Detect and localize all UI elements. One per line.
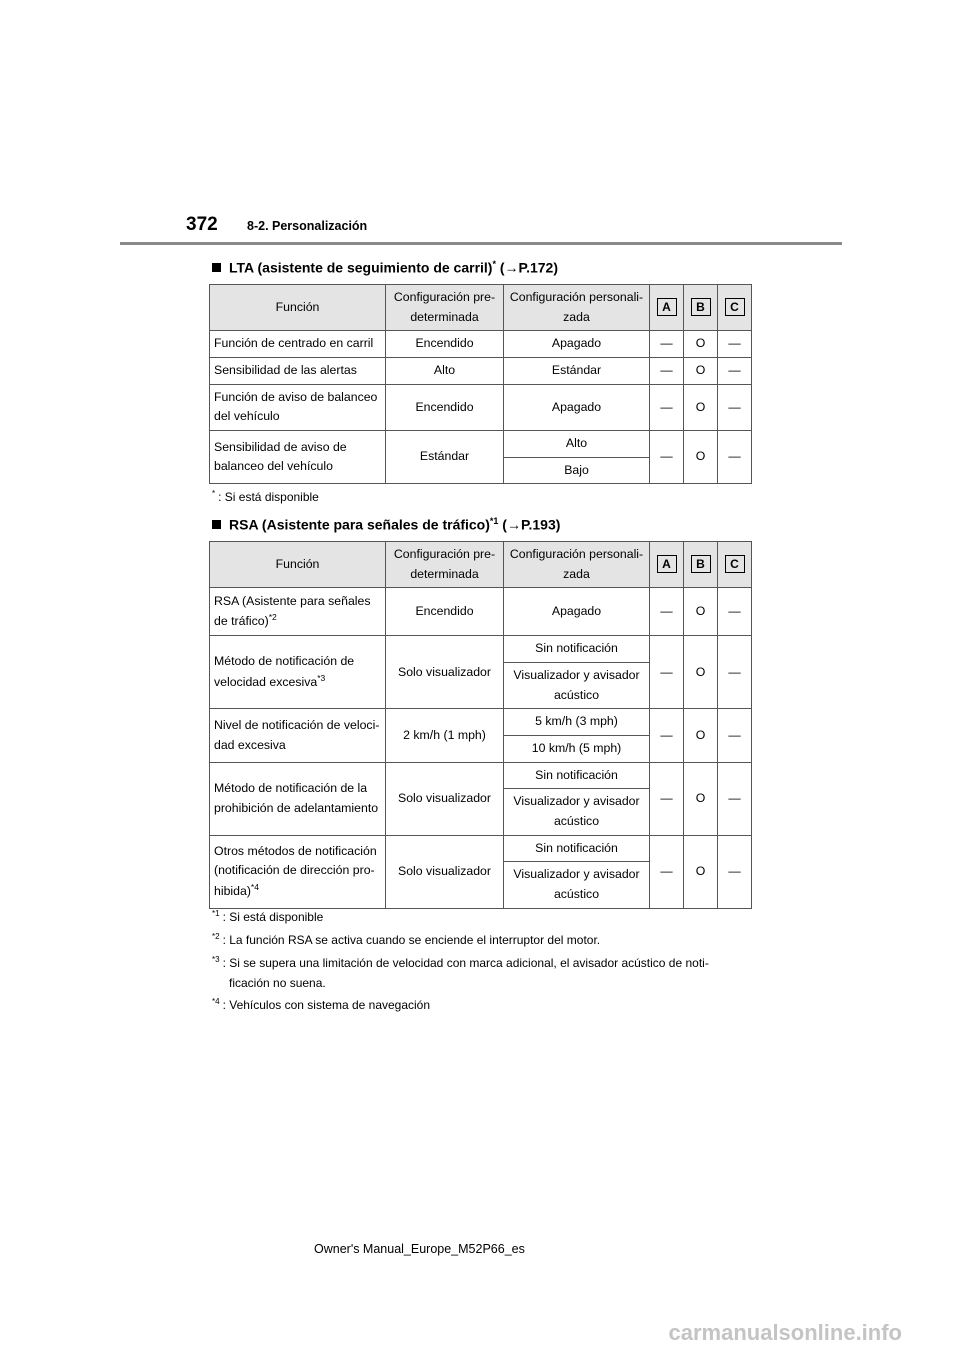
cell-a: — (650, 636, 684, 709)
footnote-text: : Si está disponible (218, 490, 319, 504)
section-title: 8-2. Personalización (247, 219, 368, 233)
cell-a: — (650, 358, 684, 385)
footnote-text: : La función RSA se activa cuando se enciende el interruptor del motor. (222, 933, 601, 947)
cell-preset: Solo visualizador (386, 835, 504, 908)
header-divider (120, 242, 842, 245)
footnote-mark: *4 (212, 997, 220, 1006)
cell-custom: Sin notificación (504, 835, 650, 862)
cell-funcion: Método de notificación de la prohibición de adelantamiento (210, 762, 386, 835)
header-b (684, 542, 718, 588)
cell-c: — (718, 636, 752, 709)
cell-funcion: Función de centrado en carril (210, 331, 386, 358)
cell-b: O (684, 835, 718, 908)
footnote-ref: *2 (268, 612, 277, 623)
cell-preset: Encendido (386, 588, 504, 636)
lta-table (209, 284, 752, 484)
cell-b: O (684, 588, 718, 636)
cell-preset: Encendido (386, 384, 504, 430)
rsa-footnote-3 (212, 950, 709, 993)
cell-b: O (684, 384, 718, 430)
rsa-footnote-2 (212, 927, 600, 950)
lta-heading (212, 259, 558, 276)
cell-b: O (684, 431, 718, 484)
cell-funcion: Sensibilidad de las alertas (210, 358, 386, 385)
watermark: carmanualsonline.info (668, 1320, 902, 1345)
cell-b: O (684, 358, 718, 385)
table-row (210, 636, 752, 663)
cell-custom: Sin notificación (504, 636, 650, 663)
cell-custom: Apagado (504, 331, 650, 358)
header-c (718, 285, 752, 331)
footnote-text: : Vehículos con sistema de navegación (222, 998, 431, 1012)
rsa-title: RSA (Asistente para señales de tráfico) (229, 516, 490, 533)
cell-custom: Sin notificación (504, 762, 650, 789)
table-row (210, 331, 752, 358)
cell-a: — (650, 588, 684, 636)
cell-c: — (718, 588, 752, 636)
lta-page-ref: (→P.172) (495, 259, 558, 276)
cell-custom: 5 km/h (3 mph) (504, 709, 650, 736)
cell-funcion (210, 636, 386, 709)
key-b-icon: B (691, 298, 711, 316)
cell-funcion (210, 588, 386, 636)
table-row (210, 384, 752, 430)
cell-b: O (684, 709, 718, 762)
table-header-row (210, 542, 752, 588)
cell-b: O (684, 331, 718, 358)
rsa-heading (212, 516, 560, 533)
header-custom: Configuración personali-zada (504, 542, 650, 588)
cell-preset: Solo visualizador (386, 636, 504, 709)
page-number: 372 (186, 214, 218, 235)
header-a (650, 542, 684, 588)
table-row (210, 835, 752, 862)
footnote-mark: *2 (212, 932, 220, 941)
cell-c: — (718, 835, 752, 908)
rsa-title-footnote: *1 (489, 516, 499, 526)
table-row (210, 431, 752, 458)
lta-footnote (212, 484, 319, 507)
cell-preset: Solo visualizador (386, 762, 504, 835)
cell-b: O (684, 762, 718, 835)
footnote-text: : Si está disponible (222, 910, 324, 924)
cell-c: — (718, 331, 752, 358)
cell-custom: Apagado (504, 384, 650, 430)
footnote-mark: *1 (212, 909, 220, 918)
cell-funcion-text: Otros métodos de notificación (notificación de dirección pro-hibida) (214, 843, 377, 899)
table-row (210, 709, 752, 736)
cell-funcion-text: Método de notificación de velocidad excesiva (214, 654, 355, 689)
cell-funcion (210, 835, 386, 908)
key-c-icon: C (725, 555, 745, 573)
footnote-mark: *3 (212, 955, 220, 964)
table-row (210, 762, 752, 789)
cell-custom: Bajo (504, 457, 650, 484)
rsa-page-ref: (→P.193) (498, 516, 561, 533)
cell-c: — (718, 762, 752, 835)
header-preset: Configuración pre-determinada (386, 542, 504, 588)
header-a (650, 285, 684, 331)
cell-custom: Apagado (504, 588, 650, 636)
header-funcion: Función (210, 542, 386, 588)
lta-title: LTA (asistente de seguimiento de carril) (229, 259, 493, 276)
table-row (210, 358, 752, 385)
lta-title-footnote: * (492, 259, 496, 269)
square-bullet-icon (212, 520, 221, 529)
header-b (684, 285, 718, 331)
cell-a: — (650, 762, 684, 835)
header-c (718, 542, 752, 588)
rsa-footnote-4 (212, 992, 430, 1015)
table-header-row (210, 285, 752, 331)
cell-funcion: Función de aviso de balanceo del vehículo (210, 384, 386, 430)
cell-a: — (650, 331, 684, 358)
cell-custom: Alto (504, 431, 650, 458)
cell-custom: Visualizador y avisador acústico (504, 663, 650, 709)
footnote-ref: *4 (250, 882, 259, 893)
cell-b: O (684, 636, 718, 709)
key-a-icon: A (657, 298, 677, 316)
cell-a: — (650, 835, 684, 908)
cell-funcion: Sensibilidad de aviso de balanceo del vehículo (210, 431, 386, 484)
footnote-text: : Si se supera una limitación de velocidad con marca adicional, el avisador acústico de noti- (222, 956, 709, 970)
footnote-text-continued: ficación no suena. (229, 976, 326, 990)
cell-custom: Visualizador y avisador acústico (504, 862, 650, 908)
cell-a: — (650, 431, 684, 484)
cell-c: — (718, 431, 752, 484)
cell-funcion: Nivel de notificación de veloci-dad excesiva (210, 709, 386, 762)
footer-manual-id: Owner's Manual_Europe_M52P66_es (314, 1242, 525, 1256)
cell-c: — (718, 358, 752, 385)
cell-preset: Alto (386, 358, 504, 385)
header-custom: Configuración personali-zada (504, 285, 650, 331)
cell-preset: Encendido (386, 331, 504, 358)
cell-a: — (650, 384, 684, 430)
header-preset: Configuración pre-determinada (386, 285, 504, 331)
square-bullet-icon (212, 263, 221, 272)
cell-preset: 2 km/h (1 mph) (386, 709, 504, 762)
cell-preset: Estándar (386, 431, 504, 484)
table-row (210, 588, 752, 636)
key-c-icon: C (725, 298, 745, 316)
footnote-mark: * (212, 489, 216, 498)
header-funcion: Función (210, 285, 386, 331)
cell-c: — (718, 709, 752, 762)
key-a-icon: A (657, 555, 677, 573)
cell-a: — (650, 709, 684, 762)
cell-custom: Visualizador y avisador acústico (504, 789, 650, 835)
footnote-ref: *3 (317, 672, 326, 683)
key-b-icon: B (691, 555, 711, 573)
cell-custom: 10 km/h (5 mph) (504, 736, 650, 763)
rsa-table (209, 541, 752, 909)
cell-c: — (718, 384, 752, 430)
cell-custom: Estándar (504, 358, 650, 385)
rsa-footnote-1 (212, 904, 323, 927)
cell-funcion-text: RSA (Asistente para señales de tráfico) (214, 593, 371, 629)
